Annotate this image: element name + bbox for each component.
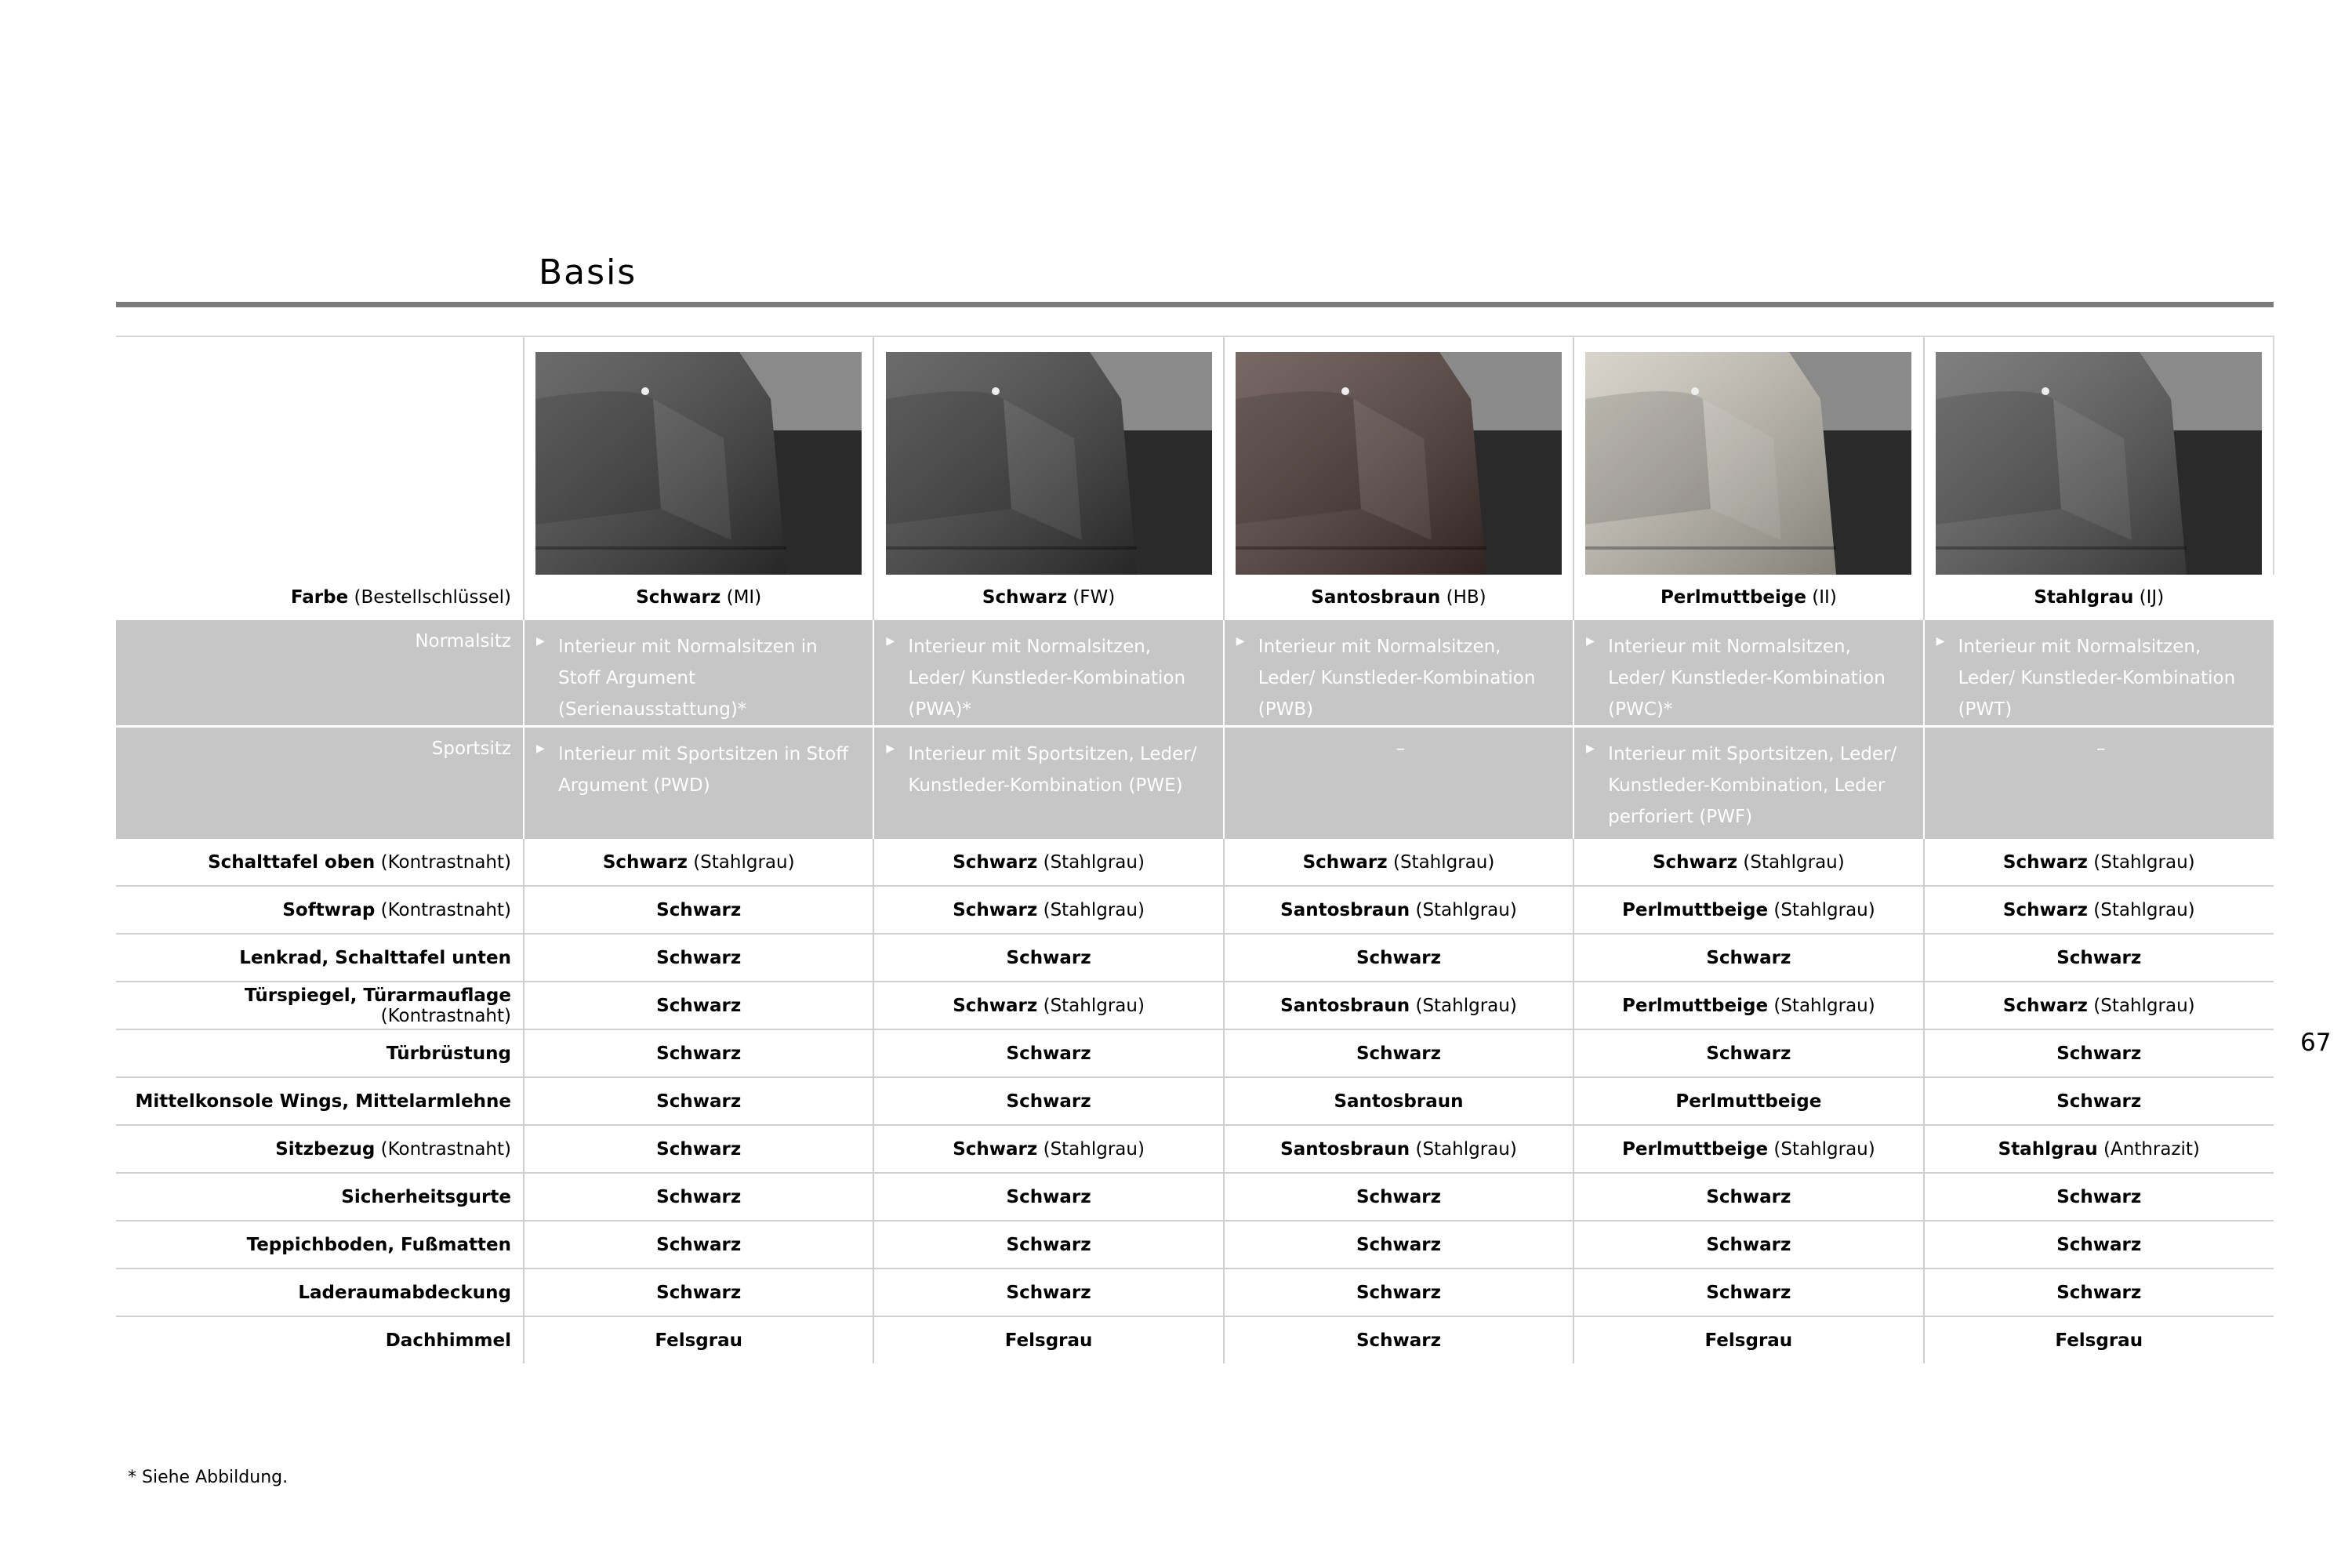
- seat-swatch-2: [886, 352, 1212, 575]
- table-cell: Schwarz: [1573, 1029, 1923, 1077]
- swatch-cell: [1924, 336, 2274, 575]
- row-label: Türspiegel, Türarmauflage (Kontrastnaht): [116, 982, 524, 1029]
- table-cell: Schwarz: [1573, 934, 1923, 982]
- table-cell: Schwarz: [1573, 1269, 1923, 1316]
- triangle-bullet-icon: ▶: [886, 635, 895, 648]
- color-code-cell: Schwarz (FW): [873, 575, 1223, 620]
- page-number: 67: [2300, 1029, 2332, 1057]
- row-label: Sitzbezug (Kontrastnaht): [116, 1125, 524, 1173]
- table-cell: Santosbraun (Stahlgrau): [1224, 886, 1573, 934]
- seat-option-cell: ▶ Interieur mit Normalsitzen, Leder/ Kunstleder-Kombination (PWB): [1224, 620, 1573, 727]
- row-label: Mittelkonsole Wings, Mittelarmlehne: [116, 1077, 524, 1125]
- table-cell: Schwarz: [1224, 1221, 1573, 1269]
- table-cell: Schwarz (Stahlgrau): [1924, 839, 2274, 886]
- table-cell: Schwarz (Stahlgrau): [873, 839, 1223, 886]
- triangle-bullet-icon: ▶: [536, 742, 545, 755]
- interior-color-table: [116, 336, 2274, 1363]
- triangle-bullet-icon: ▶: [1936, 635, 1945, 648]
- table-cell: Schwarz: [1924, 1077, 2274, 1125]
- seat-swatch-1: [535, 352, 862, 575]
- row-label: Türbrüstung: [116, 1029, 524, 1077]
- triangle-bullet-icon: ▶: [1236, 635, 1245, 648]
- table-cell: Schwarz: [1573, 1173, 1923, 1221]
- title-divider: [116, 302, 2274, 307]
- table-cell: Schwarz: [524, 1269, 873, 1316]
- color-code-label: Farbe (Bestellschlüssel): [290, 587, 511, 608]
- seat-option-cell: ▶ Interieur mit Normalsitzen, Leder/ Kunstleder-Kombination (PWA)*: [873, 620, 1223, 727]
- table-cell: Santosbraun: [1224, 1077, 1573, 1125]
- table-cell: Schwarz: [524, 982, 873, 1029]
- table-cell: Schwarz: [1924, 1029, 2274, 1077]
- page-title: Basis: [539, 252, 637, 292]
- seat-option-row: [116, 727, 2274, 840]
- table-cell: Schwarz: [873, 1029, 1223, 1077]
- table-cell: Felsgrau: [524, 1316, 873, 1363]
- table-cell: Schwarz: [873, 1269, 1223, 1316]
- table-cell: Schwarz: [524, 1029, 873, 1077]
- table-cell: Schwarz: [524, 886, 873, 934]
- seat-option-cell: ▶ Interieur mit Normalsitzen in Stoff Argument (Serienausstattung)*: [524, 620, 873, 727]
- row-label: Softwrap (Kontrastnaht): [116, 886, 524, 934]
- table-cell: Schwarz: [1573, 1221, 1923, 1269]
- triangle-bullet-icon: ▶: [1586, 742, 1595, 755]
- table-cell: Schwarz (Stahlgrau): [1924, 982, 2274, 1029]
- table-row: [116, 1029, 2274, 1077]
- table-cell: Schwarz (Stahlgrau): [873, 982, 1223, 1029]
- swatch-row: [116, 336, 2274, 575]
- seat-swatch-5: [1936, 352, 2262, 575]
- seat-option-row: [116, 620, 2274, 727]
- table-cell: Schwarz (Stahlgrau): [873, 1125, 1223, 1173]
- row-label: Laderaumabdeckung: [116, 1269, 524, 1316]
- table-cell: Schwarz: [524, 1221, 873, 1269]
- color-code-cell: Santosbraun (HB): [1224, 575, 1573, 620]
- table-row: [116, 1316, 2274, 1363]
- seat-swatch-4: [1585, 352, 1911, 575]
- table-cell: Schwarz: [873, 1173, 1223, 1221]
- table-cell: Schwarz: [873, 1077, 1223, 1125]
- seat-option-cell: –: [1224, 727, 1573, 840]
- table-row: [116, 1125, 2274, 1173]
- table-cell: Perlmuttbeige (Stahlgrau): [1573, 886, 1923, 934]
- table-row: [116, 1221, 2274, 1269]
- table-cell: Schwarz (Stahlgrau): [524, 839, 873, 886]
- triangle-bullet-icon: ▶: [886, 742, 895, 755]
- table-cell: Schwarz: [1224, 1269, 1573, 1316]
- swatch-row-label: [116, 336, 524, 575]
- row-label: Teppichboden, Fußmatten: [116, 1221, 524, 1269]
- seat-option-cell: –: [1924, 727, 2274, 840]
- seat-option-cell: ▶ Interieur mit Sportsitzen, Leder/ Kunstleder-Kombination, Leder perforiert (PWF): [1573, 727, 1923, 840]
- seat-option-cell: ▶ Interieur mit Normalsitzen, Leder/ Kunstleder-Kombination (PWT): [1924, 620, 2274, 727]
- table-cell: Felsgrau: [873, 1316, 1223, 1363]
- table-cell: Schwarz (Stahlgrau): [873, 886, 1223, 934]
- table-cell: Schwarz: [524, 1173, 873, 1221]
- table-cell: Schwarz: [1224, 934, 1573, 982]
- swatch-cell: [873, 336, 1223, 575]
- table-row: [116, 982, 2274, 1029]
- table-cell: Schwarz: [524, 934, 873, 982]
- color-code-cell: Stahlgrau (IJ): [1924, 575, 2274, 620]
- table-cell: Schwarz: [1924, 1221, 2274, 1269]
- swatch-cell: [1224, 336, 1573, 575]
- row-label: Lenkrad, Schalttafel unten: [116, 934, 524, 982]
- table-cell: Schwarz: [1924, 1173, 2274, 1221]
- row-label: Dachhimmel: [116, 1316, 524, 1363]
- seat-option-cell: ▶ Interieur mit Normalsitzen, Leder/ Kunstleder-Kombination (PWC)*: [1573, 620, 1923, 727]
- table-cell: Felsgrau: [1924, 1316, 2274, 1363]
- table-cell: Schwarz: [873, 1221, 1223, 1269]
- table-cell: Schwarz: [1224, 1316, 1573, 1363]
- table-row: [116, 1077, 2274, 1125]
- seat-option-label: Normalsitz: [116, 620, 524, 727]
- table-row: [116, 1269, 2274, 1316]
- table-cell: Perlmuttbeige (Stahlgrau): [1573, 982, 1923, 1029]
- table-cell: Schwarz: [524, 1077, 873, 1125]
- swatch-cell: [524, 336, 873, 575]
- swatch-cell: [1573, 336, 1923, 575]
- table-cell: Schwarz: [1224, 1029, 1573, 1077]
- table-cell: Santosbraun (Stahlgrau): [1224, 982, 1573, 1029]
- triangle-bullet-icon: ▶: [1586, 635, 1595, 648]
- table-row: [116, 1173, 2274, 1221]
- table-cell: Schwarz: [1924, 934, 2274, 982]
- triangle-bullet-icon: ▶: [536, 635, 545, 648]
- table-cell: Schwarz: [1224, 1173, 1573, 1221]
- seat-option-cell: ▶ Interieur mit Sportsitzen, Leder/ Kunstleder-Kombination (PWE): [873, 727, 1223, 840]
- table-cell: Schwarz (Stahlgrau): [1224, 839, 1573, 886]
- row-label: Sicherheitsgurte: [116, 1173, 524, 1221]
- footnote: * Siehe Abbildung.: [128, 1468, 289, 1487]
- table-cell: Schwarz: [1924, 1269, 2274, 1316]
- seat-option-cell: ▶ Interieur mit Sportsitzen in Stoff Argument (PWD): [524, 727, 873, 840]
- color-code-row: [116, 575, 2274, 620]
- table-cell: Schwarz (Stahlgrau): [1573, 839, 1923, 886]
- row-label: Schalttafel oben (Kontrastnaht): [208, 851, 511, 873]
- table-row: [116, 886, 2274, 934]
- table-cell: Perlmuttbeige (Stahlgrau): [1573, 1125, 1923, 1173]
- color-code-cell: Schwarz (MI): [524, 575, 873, 620]
- table-cell: Santosbraun (Stahlgrau): [1224, 1125, 1573, 1173]
- table-cell: Stahlgrau (Anthrazit): [1924, 1125, 2274, 1173]
- table-row: [116, 839, 2274, 886]
- seat-swatch-3: [1236, 352, 1562, 575]
- seat-option-label: Sportsitz: [116, 727, 524, 840]
- color-code-cell: Perlmuttbeige (II): [1573, 575, 1923, 620]
- table-cell: Schwarz: [524, 1125, 873, 1173]
- table-cell: Perlmuttbeige: [1573, 1077, 1923, 1125]
- table-row: [116, 934, 2274, 982]
- table-cell: Schwarz (Stahlgrau): [1924, 886, 2274, 934]
- table-cell: Schwarz: [873, 934, 1223, 982]
- table-cell: Felsgrau: [1573, 1316, 1923, 1363]
